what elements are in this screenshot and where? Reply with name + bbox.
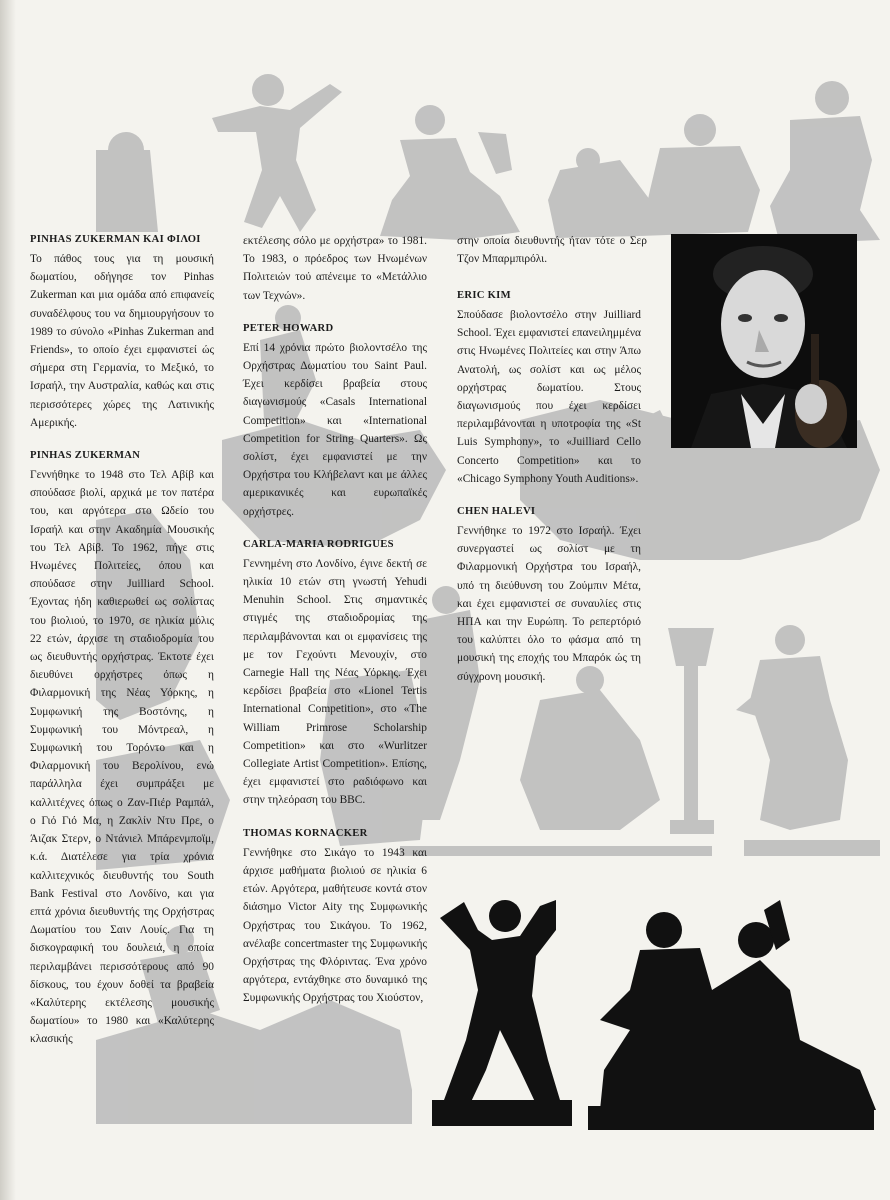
text-column-3 <box>457 288 641 702</box>
section-heading: PETER HOWARD <box>243 322 334 334</box>
section-body: Γεννήθηκε το 1948 στο Τελ Αβίβ και σπούδασε βιολί, αρχικά με τον πατέρα του, και αργότερα στο Ωδείο του Ισραήλ και στην Ακαδημία Μουσικής του Τελ Αβίβ. Το 1962, πήγε στις Ηνωμένες Πολιτείες, όπου και σπούδασε στην Juilliard School. Έχοντας ήδη καθιερωθεί ως σολίστας του βιολιού, το 1970, σε ηλικία μόλις 22 ετών, άρχισε τη σταδιοδρομία του ως διευθυντής ορχήστρας. Έκτοτε έχει διευθύνει ορχήστρες όπως η Φιλαρμονική της Νέας Υόρκης, η Συμφωνική της Βοστόνης, η Συμφωνική του Μόντρεαλ, η Συμφωνική του Τορόντο και η Φιλαρμονική του Βερολίνου, ενώ παράλληλα έχει συμπράξει με καλλιτέχνες όπως ο Ζαν-Πιέρ Ραμπάλ, ο Γιό Γιό Μα, η Ζακλίν Ντυ Πρε, ο Άιζακ Στερν, ο Ντάνιελ Μπάρενμποϊμ, κ.ά. Διατέλεσε για τρία χρόνια καλλιτεχνικός διευθυντής του South Bank Festival στο Λονδίνο, και για επτά χρόνια διευθυντής της Ορχήστρας Δωματίου του Σαιν Λουίς. Για τη δισκογραφική του δουλειά, η οποία περιλαμβάνει περισσότερους από 90 δίσκους, του έχουν δοθεί τα βραβεία «Καλύτερης εκτέλεσης μουσικής δωματίου» το 1980 και «Καλύτερης κλασικής <box>30 469 214 1046</box>
section-body: Γεννήθηκε το 1972 στο Ισραήλ. Έχει συνεργαστεί ως σολίστ με τη Φιλαρμονική Ορχήστρα του Ισραήλ, υπό τη διεύθυνση του Ζούμπιν Μέτα, και έχει εμφανιστεί σε συναυλίες στις ΗΠΑ και την Ευρώπη. Το ρεπερτόριό του καλύπτει όλο το φάσμα από τη μουσική της εποχής του Μπαρόκ ώς τη σύγχρονη μουσική. <box>457 525 641 683</box>
portrait-photo <box>671 234 857 448</box>
text-column-1 <box>30 232 214 1065</box>
section-heading: PINHAS ZUKERMAN <box>30 450 141 462</box>
portrait-image <box>671 234 857 448</box>
section-heading: PINHAS ZUKERMAN ΚΑΙ ΦΙΛΟΙ <box>30 234 201 245</box>
text-column-2 <box>243 232 427 1024</box>
section-body: Γεννήθηκε στο Σικάγο το 1943 και άρχισε μαθήματα βιολιού σε ηλικία 6 ετών. Αργότερα, μαθήτευσε κοντά στον διάσημο Victor Aity της Συμφωνικής Ορχήστρας του Σικάγου. Το 1962, ανέλαβε concertmaster της Συμφωνικής Ορχήστρας της Φλόριντας. Ένα χρόνο αργότερα, εντάχθηκε στο δυναμικό της Συμφωνικής Ορχήστρας του Χιούστον, <box>243 846 427 1005</box>
section-heading: CARLA-MARIA RODRIGUES <box>243 538 394 550</box>
section-heading: ERIC KIM <box>457 290 511 301</box>
continued-body: εκτέλεσης σόλο με ορχήστρα» το 1981. Το 1983, ο πρόεδρος των Ηνωμένων Πολιτειών τού απένειμε το «Μετάλλιο των Τεχνών». <box>243 235 427 302</box>
section-body: Σπούδασε βιολοντσέλο στην Juilliard School. Έχει εμφανιστεί επανειλημμένα στις Ηνωμένες Πολιτείες και στην Άπω Ανατολή, ως σολίστ και ως μέλος ορχήστρας δωματίου. Στους διαγωνισμούς που έχει κερδίσει περιλαμβάνονται η υποτροφία της «St Luis Symphony», το «Juilliard Cello Concerto Competition» και το «Chicago Symphony Youth Auditions». <box>457 309 641 485</box>
text-column-3-top <box>457 232 647 284</box>
section-body: Γεννημένη στο Λονδίνο, έγινε δεκτή σε ηλικία 10 ετών στη γνωστή Yehudi Menuhin School. Στις σημαντικές στιγμές της σταδιοδρομίας της περιλαμβάνονται και οι εμφανίσεις της με τον Γεχούντι Μενουχίν, στο Carnegie Hall της Νέας Υόρκης. Έχει κερδίσει βραβεία στο «Lionel Tertis International Competition», στο «The William Primrose Scholarship Competition» και στο «Wurlitzer Collegiate Artist Competition». Επίσης, έχει εμφανιστεί στο ραδιόφωνο και στην τηλεόραση του BBC. <box>243 557 427 807</box>
section-heading: CHEN HALEVI <box>457 506 536 518</box>
section-body: Επί 14 χρόνια πρώτο βιολοντσέλο της Ορχήστρας Δωματίου του Saint Paul. Έχει κερδίσει βραβεία στους διαγωνισμούς «Casals International Competition» και «International Competition for String Quarters». Ως σολίστ, έχει εμφανιστεί με την Ορχήστρα του Κλήβελαντ και με άλλες αμερικανικές και ευρωπαϊκές ορχήστρες. <box>243 341 427 518</box>
section-body: Το πάθος τους για τη μουσική δωματίου, οδήγησε τον Pinhas Zukerman και μια ομάδα από επιφανείς συναδέλφους του να δημιουργήσουν το 1989 το σύνολο «Pinhas Zukerman and Friends», το οποίο έχει εμφανιστεί ώς σήμερα στη Γερμανία, το Μεξικό, το Ισραήλ, την Αυστραλία, καθώς και στις περισσότερες χώρες της Λατινικής Αμερικής. <box>30 253 214 429</box>
section-heading: THOMAS KORNACKER <box>243 827 368 839</box>
continued-body: στην οποία διευθυντής ήταν τότε ο Σερ Τζον Μπαρμπιρόλι. <box>457 235 647 266</box>
